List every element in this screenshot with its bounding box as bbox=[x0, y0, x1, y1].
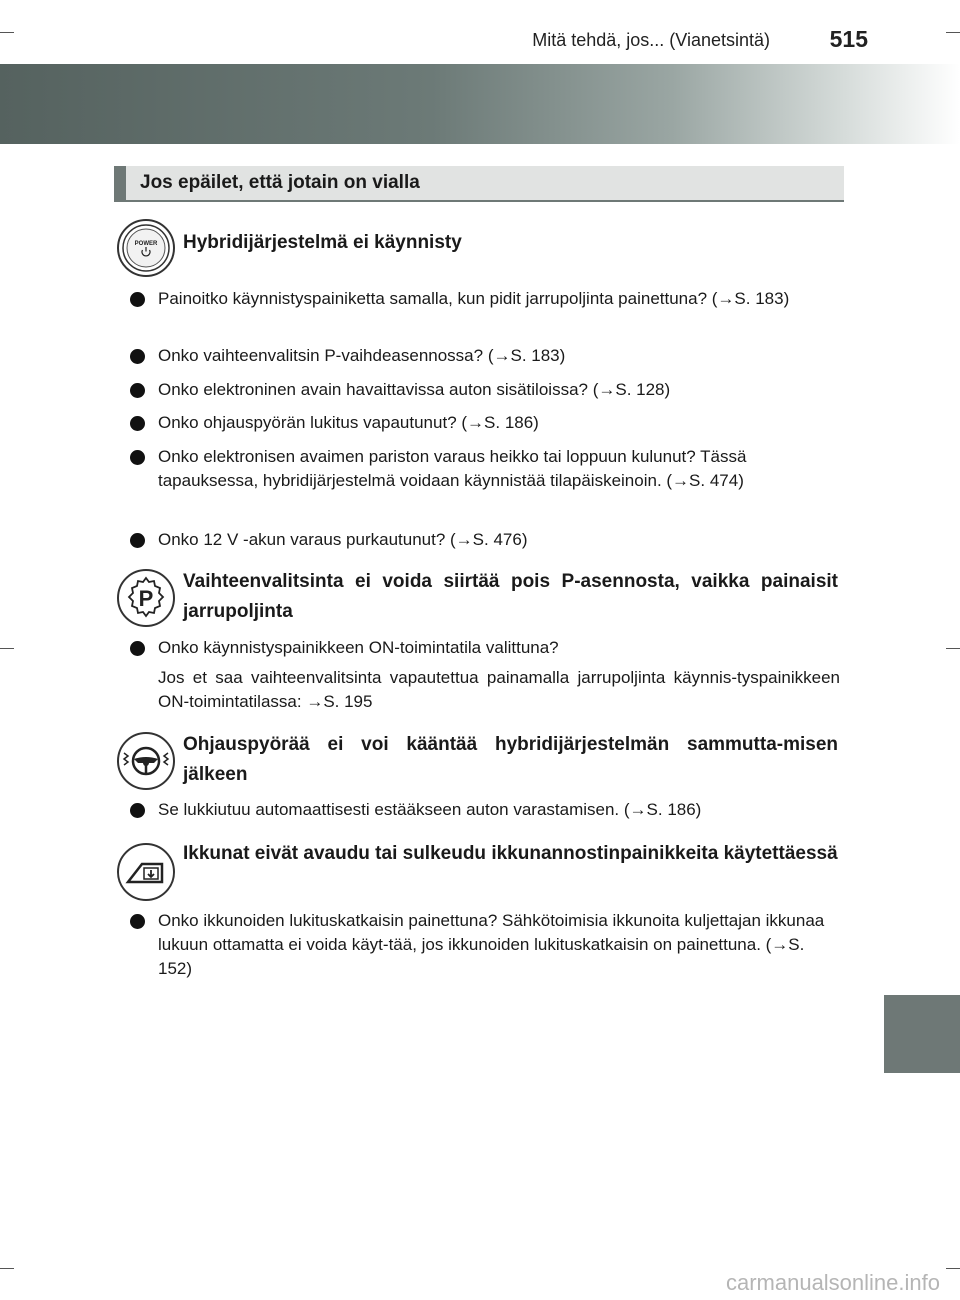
bullet-text: Onko 12 V -akun varaus purkautunut? (→S. 476) bbox=[158, 530, 528, 549]
crop-mark bbox=[0, 648, 14, 649]
bullet-text: Onko ohjauspyörän lukitus vapautunut? (→S. 186) bbox=[158, 413, 539, 432]
p-label: P bbox=[138, 586, 154, 611]
block-heading: Ikkunat eivät avaudu tai sulkeudu ikkunannostinpainikkeita käytettäessä bbox=[183, 843, 838, 864]
section-title-text: Jos epäilet, että jotain on vialla bbox=[140, 172, 420, 193]
bullet-icon bbox=[130, 803, 145, 818]
list-item bbox=[130, 411, 840, 435]
bullet-icon bbox=[130, 641, 145, 656]
crop-mark bbox=[946, 32, 960, 33]
note-text: Jos et saa vaihteenvalitsinta vapautettua painamalla jarrupoljinta käynnis-tyspainikkeen ON-toimintatilassa: →S. 195 bbox=[158, 668, 840, 711]
power-label: POWER bbox=[134, 241, 158, 247]
bullet-icon bbox=[130, 416, 145, 431]
bullet-icon bbox=[130, 349, 145, 364]
page-header bbox=[0, 0, 960, 64]
list-item bbox=[130, 287, 840, 311]
bullet-icon bbox=[130, 914, 145, 929]
crop-mark bbox=[946, 648, 960, 649]
steering-lock-icon bbox=[116, 731, 176, 791]
power-window-icon bbox=[116, 842, 176, 902]
bullet-icon bbox=[130, 533, 145, 548]
block-heading: Hybridijärjestelmä ei käynnisty bbox=[183, 232, 462, 253]
power-button-icon bbox=[116, 218, 176, 278]
block-heading: Ohjauspyörää ei voi kääntää hybridijärjestelmän sammutta-misen jälkeen bbox=[183, 734, 838, 785]
bullet-text: Onko ikkunoiden lukituskatkaisin painettuna? Sähkötoimisia ikkunoita kuljettajan ikkunaa lukuun ottamatta ei voida käyt-tää, jos ikkunoiden lukituskatkaisin on painettuna. (→S. 152) bbox=[158, 911, 825, 978]
bullet-text: Onko elektronisen avaimen pariston varaus heikko tai loppuun kulunut? Tässä tapauksessa, hybridijärjestelmä voidaan käynnistää tilapäiskeinoin. (→S. 474) bbox=[158, 447, 747, 490]
crop-mark bbox=[0, 32, 14, 33]
list-item bbox=[130, 798, 840, 822]
bullet-icon bbox=[130, 383, 145, 398]
list-item bbox=[130, 445, 840, 493]
crop-mark bbox=[0, 1268, 14, 1269]
bullet-text: Onko elektroninen avain havaittavissa auton sisätiloissa? (→S. 128) bbox=[158, 380, 671, 399]
section-title bbox=[114, 166, 844, 202]
header-band bbox=[0, 64, 960, 144]
watermark: carmanualsonline.info bbox=[725, 1270, 940, 1295]
page-number: 515 bbox=[829, 26, 868, 52]
list-item bbox=[130, 378, 840, 402]
list-item bbox=[130, 344, 840, 368]
bullet-icon bbox=[130, 450, 145, 465]
bullet-text: Painoitko käynnistyspainiketta samalla, kun pidit jarrupoljinta painettuna? (→S. 183) bbox=[158, 289, 790, 308]
list-item bbox=[130, 636, 840, 660]
crop-mark bbox=[946, 1268, 960, 1269]
bullet-text: Onko vaihteenvalitsin P-vaihdeasennossa? (→S. 183) bbox=[158, 346, 566, 365]
chapter-side-tab bbox=[884, 995, 960, 1073]
shift-lock-icon bbox=[116, 568, 176, 628]
list-item bbox=[130, 909, 840, 981]
block-heading: Vaihteenvalitsinta ei voida siirtää pois P-asennosta, vaikka painaisit jarrupoljinta bbox=[183, 571, 838, 622]
bullet-text: Se lukkiutuu automaattisesti estääkseen auton varastamisen. (→S. 186) bbox=[158, 800, 702, 819]
list-item bbox=[130, 528, 840, 552]
bullet-icon bbox=[130, 292, 145, 307]
bullet-text: Onko käynnistyspainikkeen ON-toimintatila valittuna? bbox=[158, 638, 559, 657]
chapter-title: Mitä tehdä, jos... (Vianetsintä) bbox=[532, 30, 770, 50]
